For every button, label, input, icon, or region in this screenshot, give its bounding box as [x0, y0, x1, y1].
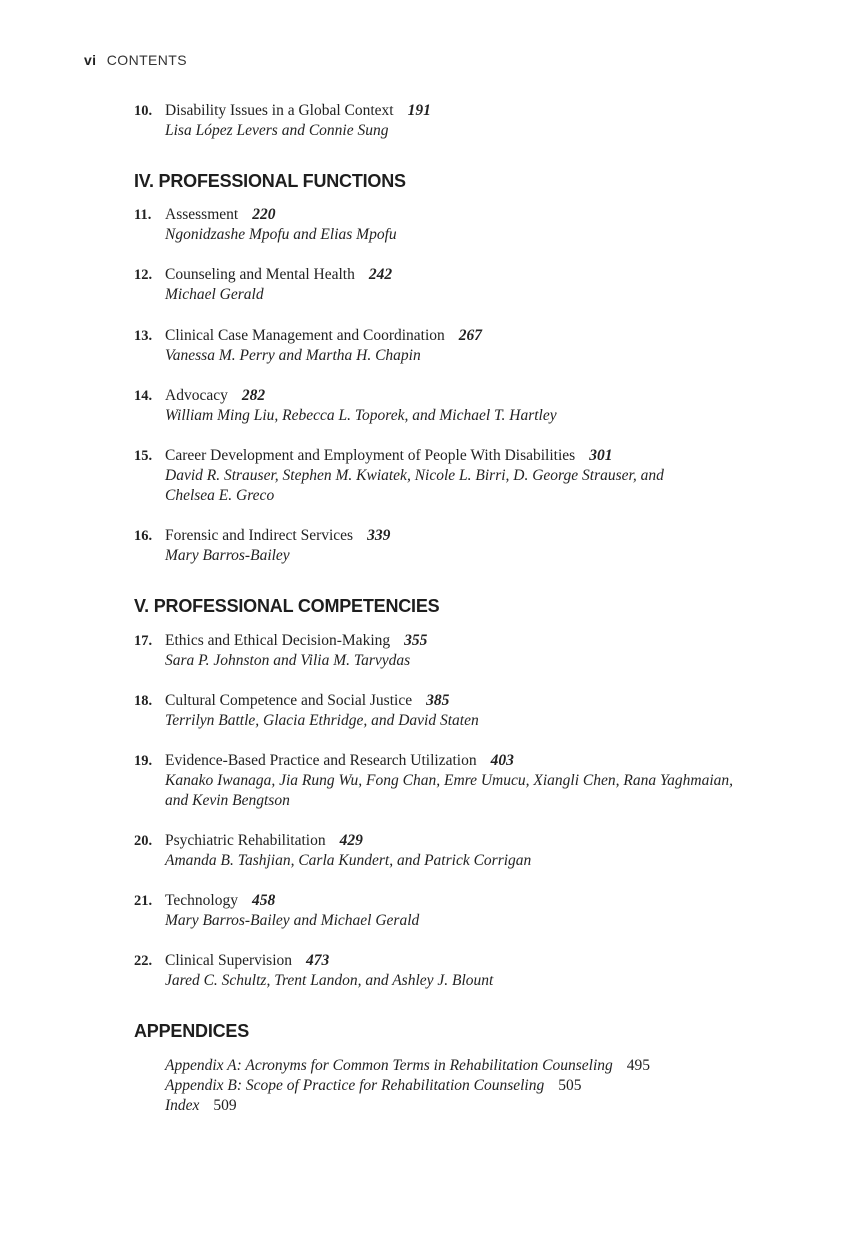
appendix-title: Appendix B: Scope of Practice for Rehabilitation Counseling: [165, 1077, 545, 1094]
chapter-authors: Vanessa M. Perry and Martha H. Chapin: [165, 347, 421, 364]
chapter-page: 267: [458, 327, 483, 344]
chapter-page: 385: [426, 692, 450, 709]
chapter-number: 20.: [134, 833, 153, 849]
appendix-title: Appendix A: Acronyms for Common Terms in Rehabilitation Counseling: [165, 1057, 613, 1074]
part-heading-iv: IV. PROFESSIONAL FUNCTIONS: [134, 171, 406, 191]
toc-entry-16: [134, 526, 794, 566]
toc-entry-13: [134, 326, 794, 366]
chapter-authors: Sara P. Johnston and Vilia M. Tarvydas: [165, 652, 411, 669]
chapter-authors: Kanako Iwanaga, Jia Rung Wu, Fong Chan, Emre Umucu, Xiangli Chen, Rana Yaghmaian,: [165, 772, 734, 789]
toc-entry-15: [134, 446, 794, 506]
toc-entry-11: [134, 205, 794, 245]
chapter-number: 12.: [134, 267, 153, 283]
chapter-title: Career Development and Employment of People With Disabilities: [165, 447, 576, 464]
chapter-authors: Lisa López Levers and Connie Sung: [165, 122, 389, 139]
chapter-title: Clinical Supervision: [165, 952, 293, 969]
chapter-authors: Michael Gerald: [165, 286, 264, 303]
chapter-title: Evidence-Based Practice and Research Utilization: [165, 752, 477, 769]
chapter-number: 15.: [134, 448, 153, 464]
chapter-authors: Jared C. Schultz, Trent Landon, and Ashley J. Blount: [165, 972, 494, 989]
toc-entry-17: [134, 631, 794, 671]
chapter-page: 301: [589, 447, 613, 464]
chapter-page: 355: [404, 632, 428, 649]
appendix-page: 495: [626, 1057, 651, 1074]
toc-entry-19: [134, 751, 794, 811]
chapter-page: 473: [306, 952, 330, 969]
chapter-title: Psychiatric Rehabilitation: [165, 832, 326, 849]
appendix-page: 505: [558, 1077, 582, 1094]
page-folio: vi: [84, 52, 97, 68]
chapter-title: Advocacy: [165, 387, 228, 404]
chapter-page: 220: [252, 206, 276, 223]
chapter-number: 19.: [134, 753, 153, 769]
chapter-page: 191: [407, 102, 431, 119]
chapter-number: 13.: [134, 328, 153, 344]
chapter-title: Forensic and Indirect Services: [165, 527, 354, 544]
appendix-b: [165, 1076, 650, 1096]
chapter-authors-continued: and Kevin Bengtson: [165, 792, 290, 809]
chapter-authors: Ngonidzashe Mpofu and Elias Mpofu: [165, 226, 397, 243]
toc-entry-10: [134, 101, 794, 141]
chapter-number: 22.: [134, 953, 153, 969]
index-page: 509: [213, 1097, 237, 1114]
chapter-number: 14.: [134, 388, 153, 404]
toc-entry-18: [134, 691, 794, 731]
toc-entry-20: [134, 831, 794, 871]
chapter-title: Assessment: [165, 206, 239, 223]
running-head-label: CONTENTS: [106, 52, 187, 68]
chapter-authors-continued: Chelsea E. Greco: [165, 487, 275, 504]
toc-entry-14: [134, 386, 794, 426]
toc-entry-22: [134, 951, 794, 991]
chapter-number: 18.: [134, 693, 153, 709]
chapter-title: Clinical Case Management and Coordination: [165, 327, 445, 344]
chapter-number: 17.: [134, 633, 153, 649]
chapter-authors: Mary Barros-Bailey: [165, 547, 290, 564]
part-heading-v: V. PROFESSIONAL COMPETENCIES: [134, 596, 440, 616]
chapter-number: 21.: [134, 893, 153, 909]
index-entry: [165, 1096, 650, 1116]
index-title: Index: [165, 1097, 200, 1114]
chapter-number: 10.: [134, 103, 153, 119]
appendix-a: [165, 1056, 650, 1076]
chapter-title: Cultural Competence and Social Justice: [165, 692, 413, 709]
chapter-title: Disability Issues in a Global Context: [165, 102, 394, 119]
chapter-title: Counseling and Mental Health: [165, 266, 355, 283]
chapter-authors: David R. Strauser, Stephen M. Kwiatek, Nicole L. Birri, D. George Strauser, and: [165, 467, 664, 484]
toc-entry-12: [134, 265, 794, 305]
chapter-authors: Terrilyn Battle, Glacia Ethridge, and David Staten: [165, 712, 479, 729]
chapter-page: 282: [241, 387, 266, 404]
part-heading-appendices: APPENDICES: [134, 1021, 250, 1041]
chapter-page: 242: [368, 266, 393, 283]
chapter-number: 11.: [134, 207, 152, 223]
chapter-number: 16.: [134, 528, 153, 544]
chapter-title: Ethics and Ethical Decision-Making: [165, 632, 391, 649]
toc-entry-21: [134, 891, 794, 931]
chapter-page: 458: [251, 892, 276, 909]
chapter-authors: Amanda B. Tashjian, Carla Kundert, and Patrick Corrigan: [165, 852, 532, 869]
chapter-authors: William Ming Liu, Rebecca L. Toporek, and Michael T. Hartley: [165, 407, 557, 424]
appendix-list: [165, 1056, 650, 1116]
chapter-page: 403: [490, 752, 514, 769]
chapter-page: 339: [367, 527, 391, 544]
running-head: [84, 52, 187, 68]
chapter-page: 429: [339, 832, 363, 849]
chapter-title: Technology: [165, 892, 238, 909]
chapter-authors: Mary Barros-Bailey and Michael Gerald: [165, 912, 420, 929]
